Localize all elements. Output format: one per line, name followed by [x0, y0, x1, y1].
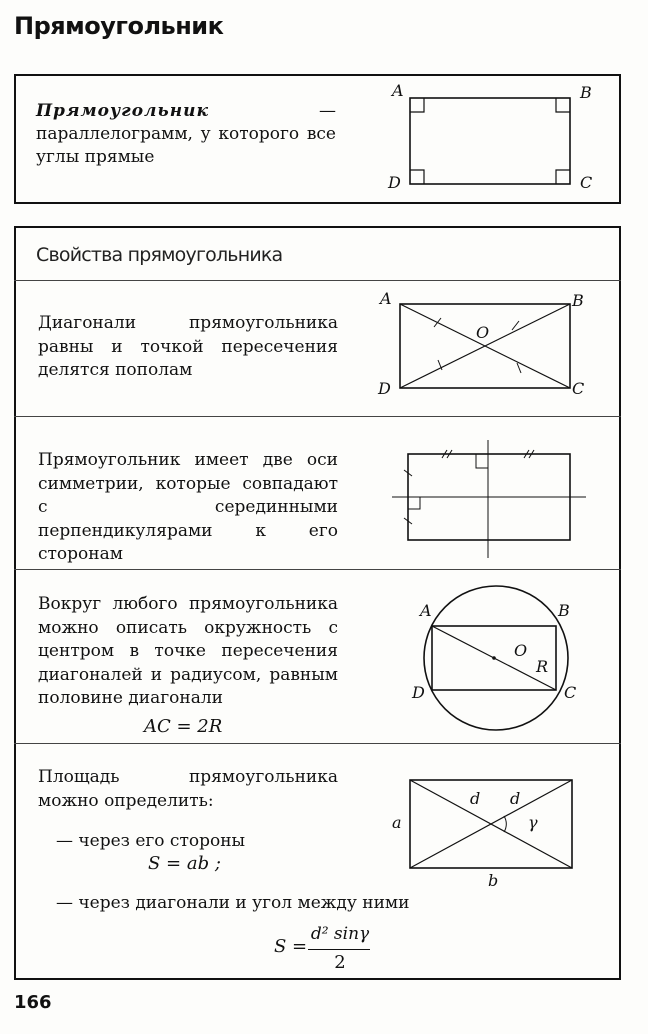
radius-label-r: R — [536, 657, 549, 676]
area-formula-denominator: 2 — [334, 952, 346, 973]
vertex-label-d: D — [388, 173, 401, 192]
angle-label-gamma: γ — [528, 813, 538, 832]
properties-header: Свойства прямоугольника — [36, 244, 283, 266]
vertex-label-b: B — [558, 601, 570, 620]
center-label-o: O — [476, 323, 490, 342]
vertex-label-c: C — [564, 683, 577, 702]
vertex-label-a: A — [380, 289, 392, 308]
area-formula-lhs: S = — [274, 936, 308, 957]
property-circumcircle-text: Вокруг любого прямоугольника можно описать окружность с центром в точке пересечения диагоналей и радиусом, равным половине диагонали — [38, 594, 338, 708]
circumcircle-formula: AC = 2R — [144, 716, 223, 737]
fraction-bar — [308, 949, 370, 950]
divider — [14, 416, 621, 417]
property-symmetry-text: Прямоугольник имеет две оси симметрии, которые совпадают с серединными перпендикулярами к его сторонам — [38, 450, 338, 564]
diagonal-label-d: d — [510, 789, 521, 808]
page-title: Прямоугольник — [14, 12, 224, 40]
page-number: 166 — [14, 992, 52, 1013]
area-by-diagonals-label: — через диагонали и угол между ними — [56, 893, 410, 913]
vertex-label-b: B — [572, 291, 584, 310]
vertex-label-c: C — [572, 379, 585, 398]
area-intro-text: Площадь прямоугольника можно определить: — [38, 767, 338, 811]
vertex-label-d: D — [378, 379, 391, 398]
definition-term: Прямоугольник — [36, 101, 209, 121]
divider — [14, 280, 621, 281]
divider — [14, 569, 621, 570]
vertex-label-a: A — [420, 601, 432, 620]
side-label-a: a — [392, 813, 402, 832]
diagonal-label-d: d — [470, 789, 481, 808]
vertex-label-d: D — [412, 683, 425, 702]
property-diagonals-text: Диагонали прямоугольника равны и точкой пересечения делятся пополам — [38, 313, 338, 380]
area-by-sides-label: — через его стороны — [56, 831, 246, 851]
area-figure — [388, 772, 588, 892]
circumcircle-figure — [400, 580, 600, 740]
definition-text — [36, 100, 336, 169]
definition-rectangle-figure — [380, 82, 610, 194]
area-by-sides-formula: S = ab ; — [148, 853, 221, 874]
diagonals-figure — [378, 290, 598, 400]
symmetry-axes-figure — [390, 438, 590, 562]
vertex-label-a: A — [392, 81, 404, 100]
vertex-label-b: B — [580, 83, 592, 102]
divider — [14, 743, 621, 744]
vertex-label-c: C — [580, 173, 593, 192]
definition-rest: — параллелограмм, у которого все углы прямые — [36, 101, 336, 167]
center-label-o: O — [514, 641, 528, 660]
side-label-b: b — [488, 871, 499, 890]
area-formula-numerator: d² sinγ — [310, 924, 370, 944]
